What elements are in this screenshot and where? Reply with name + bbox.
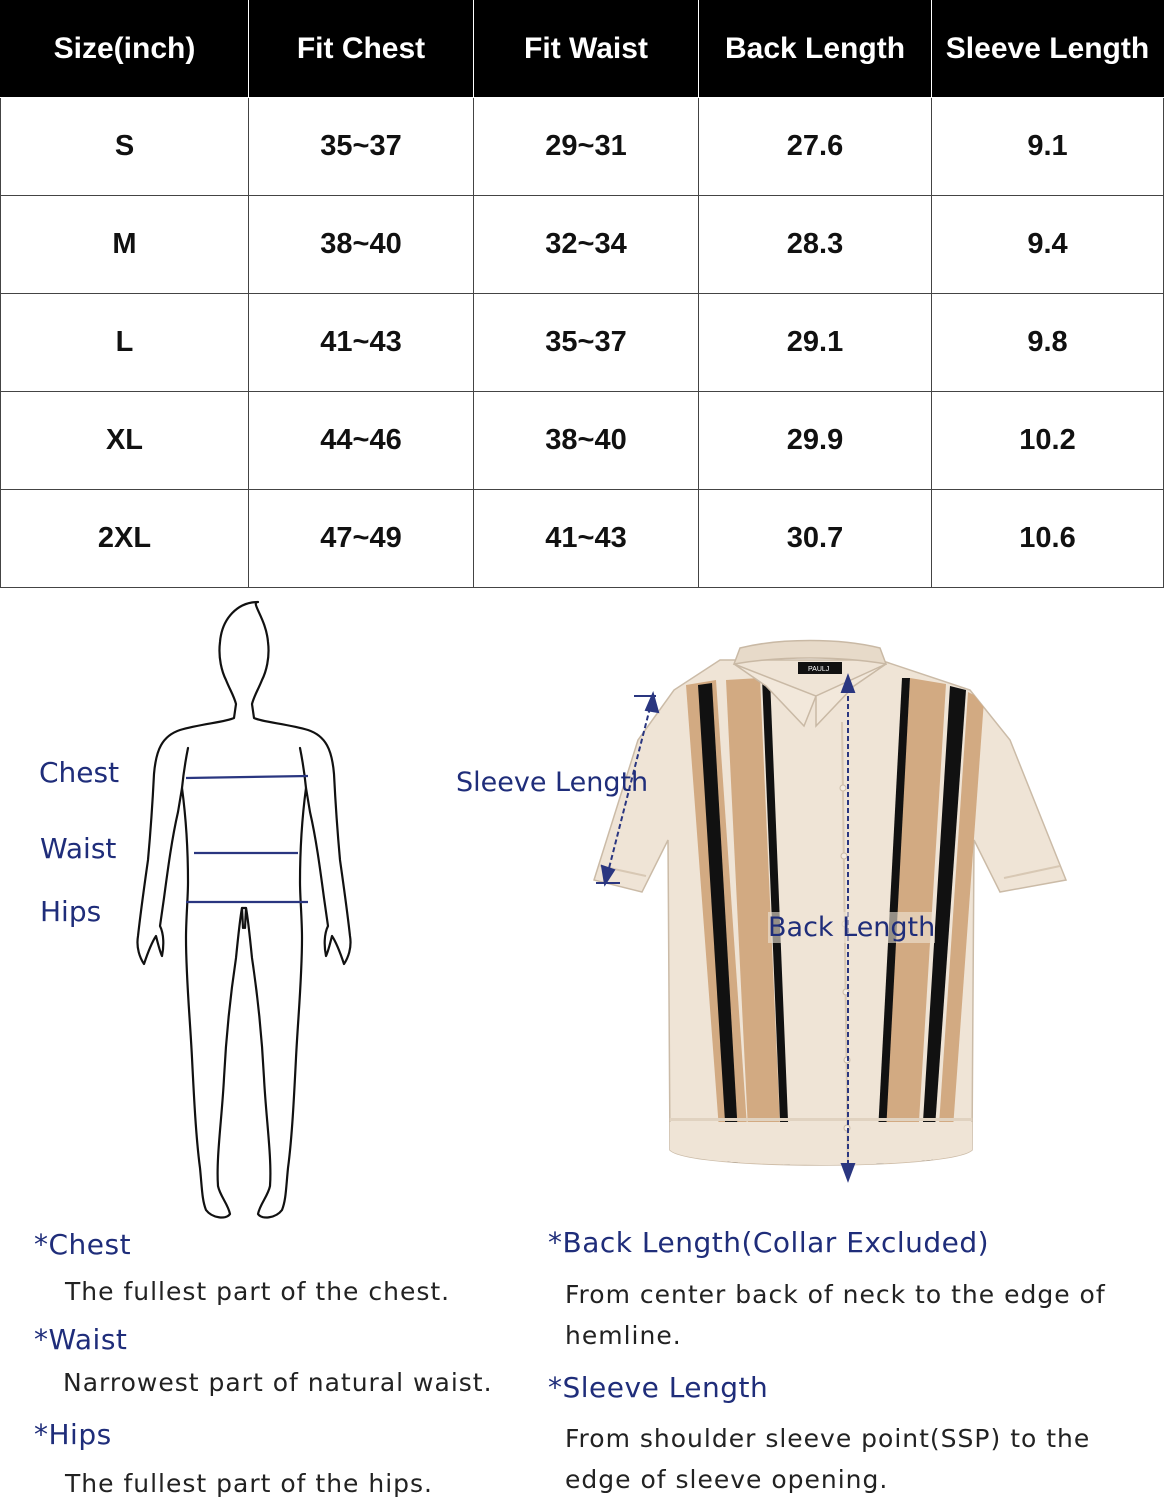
cell-waist: 41~43 bbox=[474, 490, 699, 588]
table-row bbox=[1, 392, 1164, 490]
cell-sleeve-length: 10.6 bbox=[932, 490, 1164, 588]
table-row bbox=[1, 490, 1164, 588]
cell-chest: 47~49 bbox=[249, 490, 474, 588]
note-chest-text: The fullest part of the chest. bbox=[65, 1277, 451, 1306]
header-sleeve-length: Sleeve Length bbox=[932, 1, 1164, 98]
cell-size: S bbox=[1, 98, 249, 196]
body-hips-label: Hips bbox=[40, 895, 102, 928]
note-hips-title: *Hips bbox=[34, 1418, 112, 1451]
cell-chest: 44~46 bbox=[249, 392, 474, 490]
cell-size: 2XL bbox=[1, 490, 249, 588]
table-row bbox=[1, 294, 1164, 392]
note-waist-text: Narrowest part of natural waist. bbox=[63, 1368, 493, 1397]
note-back-length-text: From center back of neck to the edge of hemline. bbox=[565, 1280, 1106, 1350]
cell-size: M bbox=[1, 196, 249, 294]
striped-polo-shirt-illustration bbox=[590, 630, 1080, 1190]
cell-sleeve-length: 9.4 bbox=[932, 196, 1164, 294]
cell-back-length: 30.7 bbox=[699, 490, 932, 588]
note-back-length-title: *Back Length(Collar Excluded) bbox=[548, 1226, 990, 1259]
note-chest-title: *Chest bbox=[34, 1228, 132, 1261]
header-back-length: Back Length bbox=[699, 1, 932, 98]
header-fit-waist: Fit Waist bbox=[474, 1, 699, 98]
cell-waist: 38~40 bbox=[474, 392, 699, 490]
cell-chest: 35~37 bbox=[249, 98, 474, 196]
cell-sleeve-length: 9.8 bbox=[932, 294, 1164, 392]
cell-chest: 38~40 bbox=[249, 196, 474, 294]
cell-back-length: 29.9 bbox=[699, 392, 932, 490]
note-hips-text: The fullest part of the hips. bbox=[65, 1469, 434, 1498]
cell-waist: 29~31 bbox=[474, 98, 699, 196]
table-header-row bbox=[1, 1, 1164, 98]
note-sleeve-length-text: From shoulder sleeve point(SSP) to the edge of sleeve opening. bbox=[565, 1424, 1091, 1494]
table-row bbox=[1, 98, 1164, 196]
shirt-sleeve-length-label: Sleeve Length bbox=[456, 767, 649, 798]
cell-sleeve-length: 9.1 bbox=[932, 98, 1164, 196]
cell-sleeve-length: 10.2 bbox=[932, 392, 1164, 490]
shirt-back-length-label: Back Length bbox=[768, 912, 936, 943]
note-waist-title: *Waist bbox=[34, 1323, 128, 1356]
body-outline-illustration bbox=[130, 598, 380, 1228]
brand-tag-text: PAULJ bbox=[808, 666, 830, 673]
cell-back-length: 27.6 bbox=[699, 98, 932, 196]
table-row bbox=[1, 196, 1164, 294]
cell-size: L bbox=[1, 294, 249, 392]
cell-size: XL bbox=[1, 392, 249, 490]
chest-measure-line bbox=[186, 776, 308, 778]
cell-back-length: 28.3 bbox=[699, 196, 932, 294]
body-chest-label: Chest bbox=[39, 756, 120, 789]
cell-back-length: 29.1 bbox=[699, 294, 932, 392]
header-size: Size(inch) bbox=[1, 1, 249, 98]
cell-waist: 32~34 bbox=[474, 196, 699, 294]
header-fit-chest: Fit Chest bbox=[249, 1, 474, 98]
size-chart-table bbox=[0, 0, 1164, 588]
cell-waist: 35~37 bbox=[474, 294, 699, 392]
note-sleeve-length-title: *Sleeve Length bbox=[548, 1371, 769, 1404]
cell-chest: 41~43 bbox=[249, 294, 474, 392]
body-waist-label: Waist bbox=[40, 832, 117, 865]
